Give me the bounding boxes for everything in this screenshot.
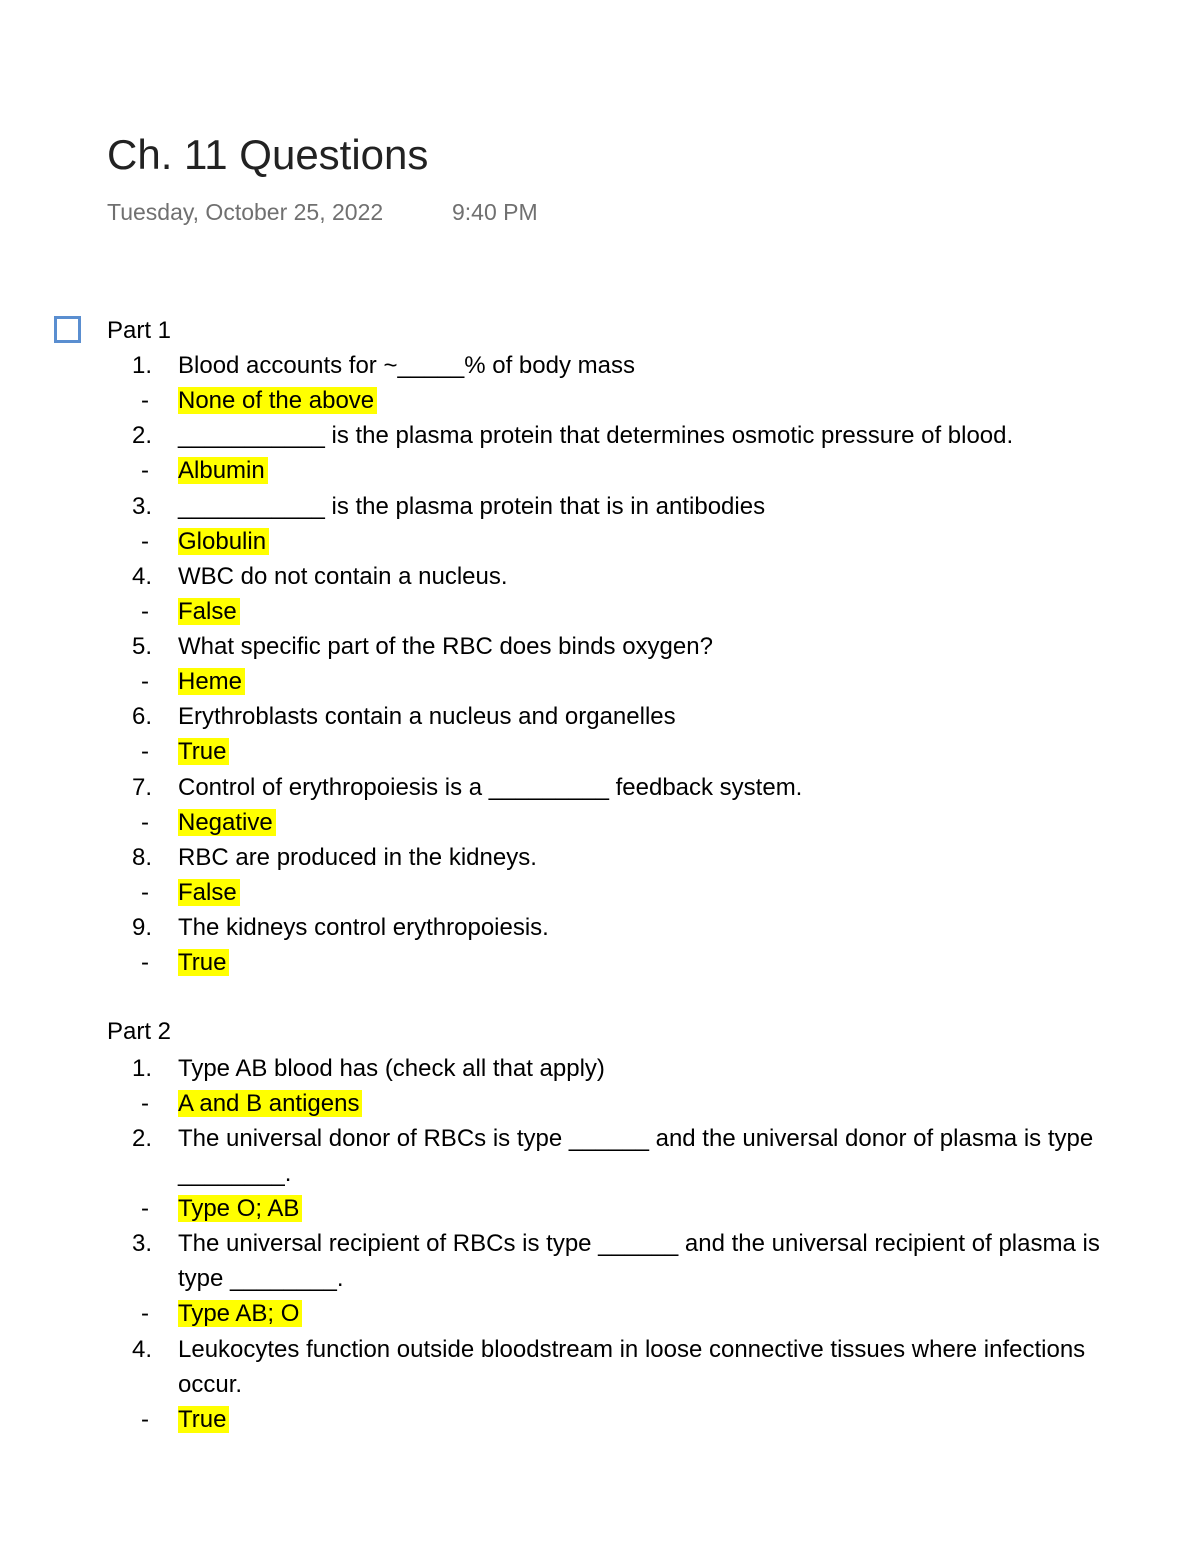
answer-bullet: - bbox=[141, 598, 149, 625]
answer-bullet: - bbox=[141, 1300, 149, 1327]
question-text: What specific part of the RBC does binds oxygen? bbox=[178, 633, 713, 660]
answer-bullet: - bbox=[141, 949, 149, 976]
answer-container bbox=[178, 945, 1128, 980]
answer-bullet: - bbox=[141, 387, 149, 414]
question-text: The universal donor of RBCs is type ______ and the universal donor of plasma is type ________. bbox=[178, 1125, 1094, 1187]
answer-highlight: Albumin bbox=[178, 457, 268, 484]
question-number: 6. bbox=[131, 703, 152, 730]
page-date: Tuesday, October 25, 2022 bbox=[107, 199, 384, 225]
question-number: 3. bbox=[131, 493, 152, 520]
question-text: Blood accounts for ~_____% of body mass bbox=[178, 352, 635, 379]
answer-container bbox=[178, 734, 1128, 769]
question-number: 2. bbox=[131, 1125, 152, 1152]
answer-container bbox=[178, 1086, 1128, 1121]
answer-container bbox=[178, 383, 1128, 418]
answer-container bbox=[178, 1191, 1128, 1226]
question-text: The universal recipient of RBCs is type ______ and the universal recipient of plasma is type ________. bbox=[178, 1230, 1100, 1292]
answer-highlight: Negative bbox=[178, 809, 276, 836]
question-text: The kidneys control erythropoiesis. bbox=[178, 914, 549, 941]
answer-highlight: Type O; AB bbox=[178, 1195, 302, 1222]
answer-highlight: None of the above bbox=[178, 387, 377, 414]
answer-highlight: False bbox=[178, 598, 240, 625]
question-number: 7. bbox=[131, 774, 152, 801]
answer-bullet: - bbox=[141, 1090, 149, 1117]
question-number: 2. bbox=[131, 422, 152, 449]
question-number: 1. bbox=[131, 1055, 152, 1082]
answer-container bbox=[178, 1402, 1128, 1437]
answer-highlight: True bbox=[178, 738, 229, 765]
answer-bullet: - bbox=[141, 1406, 149, 1433]
answer-highlight: Heme bbox=[178, 668, 245, 695]
answer-bullet: - bbox=[141, 457, 149, 484]
answer-container bbox=[178, 805, 1128, 840]
answer-bullet: - bbox=[141, 879, 149, 906]
page-time: 9:40 PM bbox=[452, 199, 538, 225]
question-number: 9. bbox=[131, 914, 152, 941]
answer-container bbox=[178, 524, 1128, 559]
answer-highlight: True bbox=[178, 949, 229, 976]
answer-highlight: A and B antigens bbox=[178, 1090, 362, 1117]
answer-highlight: True bbox=[178, 1406, 229, 1433]
question-number: 1. bbox=[131, 352, 152, 379]
answer-bullet: - bbox=[141, 668, 149, 695]
answer-bullet: - bbox=[141, 738, 149, 765]
question-text: Erythroblasts contain a nucleus and organelles bbox=[178, 703, 676, 730]
answer-container bbox=[178, 453, 1128, 488]
answer-bullet: - bbox=[141, 809, 149, 836]
question-text: RBC are produced in the kidneys. bbox=[178, 844, 537, 871]
question-number: 4. bbox=[131, 1336, 152, 1363]
answer-bullet: - bbox=[141, 1195, 149, 1222]
question-number: 3. bbox=[131, 1230, 152, 1257]
answer-bullet: - bbox=[141, 528, 149, 555]
question-text: ___________ is the plasma protein that is in antibodies bbox=[178, 493, 766, 520]
page-title: Ch. 11 Questions bbox=[107, 131, 429, 178]
answer-container bbox=[178, 594, 1128, 629]
task-checkbox[interactable] bbox=[54, 316, 81, 343]
answer-container bbox=[178, 875, 1128, 910]
part2-heading: Part 2 bbox=[107, 1018, 172, 1045]
question-text: Control of erythropoiesis is a _________ feedback system. bbox=[178, 774, 803, 801]
question-number: 5. bbox=[131, 633, 152, 660]
answer-container bbox=[178, 1296, 1128, 1331]
part1-heading: Part 1 bbox=[107, 317, 172, 344]
answer-container bbox=[178, 664, 1128, 699]
question-number: 4. bbox=[131, 563, 152, 590]
answer-highlight: False bbox=[178, 879, 240, 906]
question-text: Leukocytes function outside bloodstream in loose connective tissues where infections occur. bbox=[178, 1336, 1086, 1398]
question-text: WBC do not contain a nucleus. bbox=[178, 563, 508, 590]
question-text: ___________ is the plasma protein that determines osmotic pressure of blood. bbox=[178, 422, 1014, 449]
question-number: 8. bbox=[131, 844, 152, 871]
answer-highlight: Type AB; O bbox=[178, 1300, 302, 1327]
answer-highlight: Globulin bbox=[178, 528, 269, 555]
question-text: Type AB blood has (check all that apply) bbox=[178, 1055, 605, 1082]
